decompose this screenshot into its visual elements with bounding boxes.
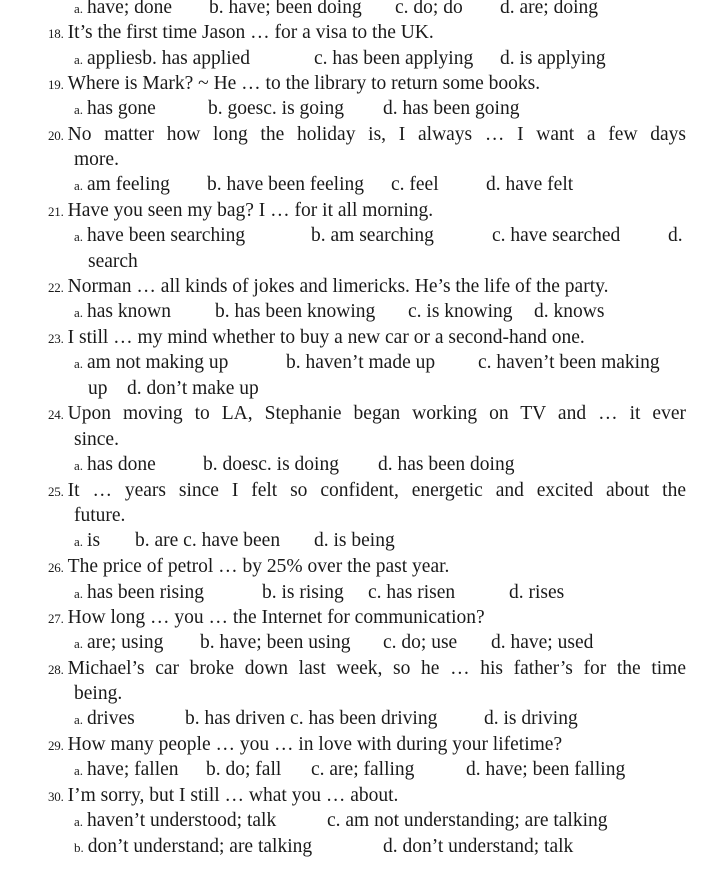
q17-options — [74, 0, 599, 20]
question-number: 22. — [48, 280, 64, 295]
option-b: b. is rising — [262, 582, 344, 603]
question-25 — [48, 478, 686, 503]
option-a: drives — [87, 708, 135, 729]
option-d: d. — [668, 225, 683, 246]
option-b: b. have; been doing — [209, 0, 362, 18]
option-letter: a. — [74, 178, 84, 193]
q23-options — [74, 350, 660, 375]
option-d: d. knows — [534, 301, 605, 322]
q21-options-cont: search — [88, 251, 138, 272]
option-a: is — [87, 530, 101, 551]
option-letter: a. — [74, 712, 84, 727]
q30-options — [74, 808, 608, 833]
option-a: have; fallen — [87, 759, 179, 780]
option-c: c. do; do — [395, 0, 463, 18]
option-b: b. have been feeling — [207, 174, 365, 195]
question-number: 23. — [48, 331, 64, 346]
q28-options — [74, 706, 578, 731]
question-28 — [48, 656, 686, 681]
option-c: c. have searched — [492, 225, 621, 246]
question-number: 28. — [48, 662, 64, 677]
option-c: c. feel — [391, 174, 439, 195]
option-b: b. has been knowing — [215, 301, 376, 322]
q29-options — [74, 757, 626, 782]
q21-options — [74, 223, 683, 248]
option-letter: a. — [74, 102, 84, 117]
option-letter: a. — [74, 586, 84, 601]
question-number: 27. — [48, 611, 64, 626]
question-22 — [48, 274, 608, 299]
question-number: 30. — [48, 789, 64, 804]
question-number: 20. — [48, 128, 64, 143]
q25-options — [74, 528, 395, 553]
q26-options — [74, 580, 565, 605]
q22-options — [74, 299, 605, 324]
option-d: d. have; used — [491, 632, 594, 653]
question-number: 18. — [48, 26, 64, 41]
question-number: 21. — [48, 204, 64, 219]
question-text: I still … my mind whether to buy a new car or a second-hand one. — [67, 327, 585, 348]
question-21 — [48, 198, 433, 223]
q27-options — [74, 630, 594, 655]
option-b: b. goesc. is going — [208, 98, 344, 119]
question-text: Where is Mark? ~ He … to the library to return some books. — [67, 73, 541, 94]
option-a: has known — [87, 301, 171, 322]
option-c: c. has risen — [368, 582, 456, 603]
q23-options-cont: up d. don’t make up — [88, 378, 259, 399]
option-c: c. am not understanding; are talking — [327, 810, 608, 831]
option-d: d. are; doing — [500, 0, 599, 18]
question-text: I’m sorry, but I still … what you … about. — [67, 785, 399, 806]
question-25-cont: future. — [74, 505, 126, 526]
q19-options — [74, 96, 520, 121]
option-c: c. is knowing — [408, 301, 513, 322]
option-b: b. am searching — [311, 225, 434, 246]
option-letter: a. — [74, 356, 84, 371]
option-c: c. has been applying — [314, 48, 474, 69]
question-29 — [48, 732, 562, 757]
question-30 — [48, 783, 398, 808]
option-letter: a. — [74, 1, 84, 16]
option-letter: a. — [74, 763, 84, 778]
option-letter: a. — [74, 229, 84, 244]
q18-options — [74, 46, 606, 71]
option-a: have; done — [87, 0, 173, 18]
question-number: 19. — [48, 77, 64, 92]
option-a: am not making up — [87, 352, 229, 373]
question-number: 24. — [48, 407, 64, 422]
question-text: Michael’s car broke down last week, so he … his father’s for the time — [67, 658, 686, 679]
option-b: b. have; been using — [200, 632, 351, 653]
q30-options-2 — [74, 834, 574, 859]
option-d: d. is being — [314, 530, 395, 551]
option-letter: a. — [74, 534, 84, 549]
question-26 — [48, 554, 449, 579]
option-letter: a. — [74, 52, 84, 67]
question-text: Upon moving to LA, Stephanie began working on TV and … it ever — [67, 403, 686, 424]
option-c: c. haven’t been making — [478, 352, 660, 373]
question-24 — [48, 401, 686, 426]
q20-options — [74, 172, 574, 197]
question-28-cont: being. — [74, 683, 123, 704]
question-18 — [48, 20, 434, 45]
option-letter: a. — [74, 305, 84, 320]
option-d: d. have felt — [486, 174, 574, 195]
question-20-cont: more. — [74, 149, 119, 170]
option-d: d. has been doing — [378, 454, 515, 475]
option-b: b. doesc. is doing — [203, 454, 339, 475]
question-27 — [48, 605, 485, 630]
option-b: b. has driven c. has been driving — [185, 708, 438, 729]
option-d: d. is driving — [484, 708, 578, 729]
option-b: b. are c. have been — [135, 530, 281, 551]
option-b: b. haven’t made up — [286, 352, 436, 373]
question-number: 25. — [48, 484, 64, 499]
question-23 — [48, 325, 585, 350]
question-text: The price of petrol … by 25% over the past year. — [67, 556, 450, 577]
option-a: haven’t understood; talk — [87, 810, 277, 831]
option-c: c. are; falling — [311, 759, 415, 780]
question-19 — [48, 71, 540, 96]
option-letter: a. — [74, 636, 84, 651]
question-text: Norman … all kinds of jokes and limericks. He’s the life of the party. — [67, 276, 609, 297]
question-24-cont: since. — [74, 429, 119, 450]
option-d: d. has been going — [383, 98, 520, 119]
option-a: are; using — [87, 632, 164, 653]
option-d: d. don’t understand; talk — [383, 836, 574, 857]
option-a: appliesb. has applied — [87, 48, 251, 69]
question-text: How long … you … the Internet for communication? — [67, 607, 485, 628]
option-letter: b. — [74, 840, 84, 855]
option-d: d. have; been falling — [466, 759, 626, 780]
option-c: c. do; use — [383, 632, 458, 653]
option-d: d. rises — [509, 582, 565, 603]
q24-options — [74, 452, 515, 477]
question-number: 26. — [48, 560, 64, 575]
question-20 — [48, 122, 686, 147]
option-b: b. do; fall — [206, 759, 282, 780]
question-number: 29. — [48, 738, 64, 753]
option-a: have been searching — [87, 225, 246, 246]
option-a: has done — [87, 454, 156, 475]
option-a: am feeling — [87, 174, 170, 195]
question-text: No matter how long the holiday is, I always … I want a few days — [67, 124, 686, 145]
option-b: don’t understand; are talking — [87, 836, 313, 857]
question-text: It’s the first time Jason … for a visa to the UK. — [67, 22, 434, 43]
option-a: has gone — [87, 98, 156, 119]
option-a: has been rising — [87, 582, 205, 603]
question-text: Have you seen my bag? I … for it all morning. — [67, 200, 434, 221]
question-text: How many people … you … in love with during your lifetime? — [67, 734, 563, 755]
option-letter: a. — [74, 458, 84, 473]
option-d: d. is applying — [500, 48, 606, 69]
option-letter: a. — [74, 814, 84, 829]
question-text: It … years since I felt so confident, energetic and excited about the — [67, 480, 686, 501]
